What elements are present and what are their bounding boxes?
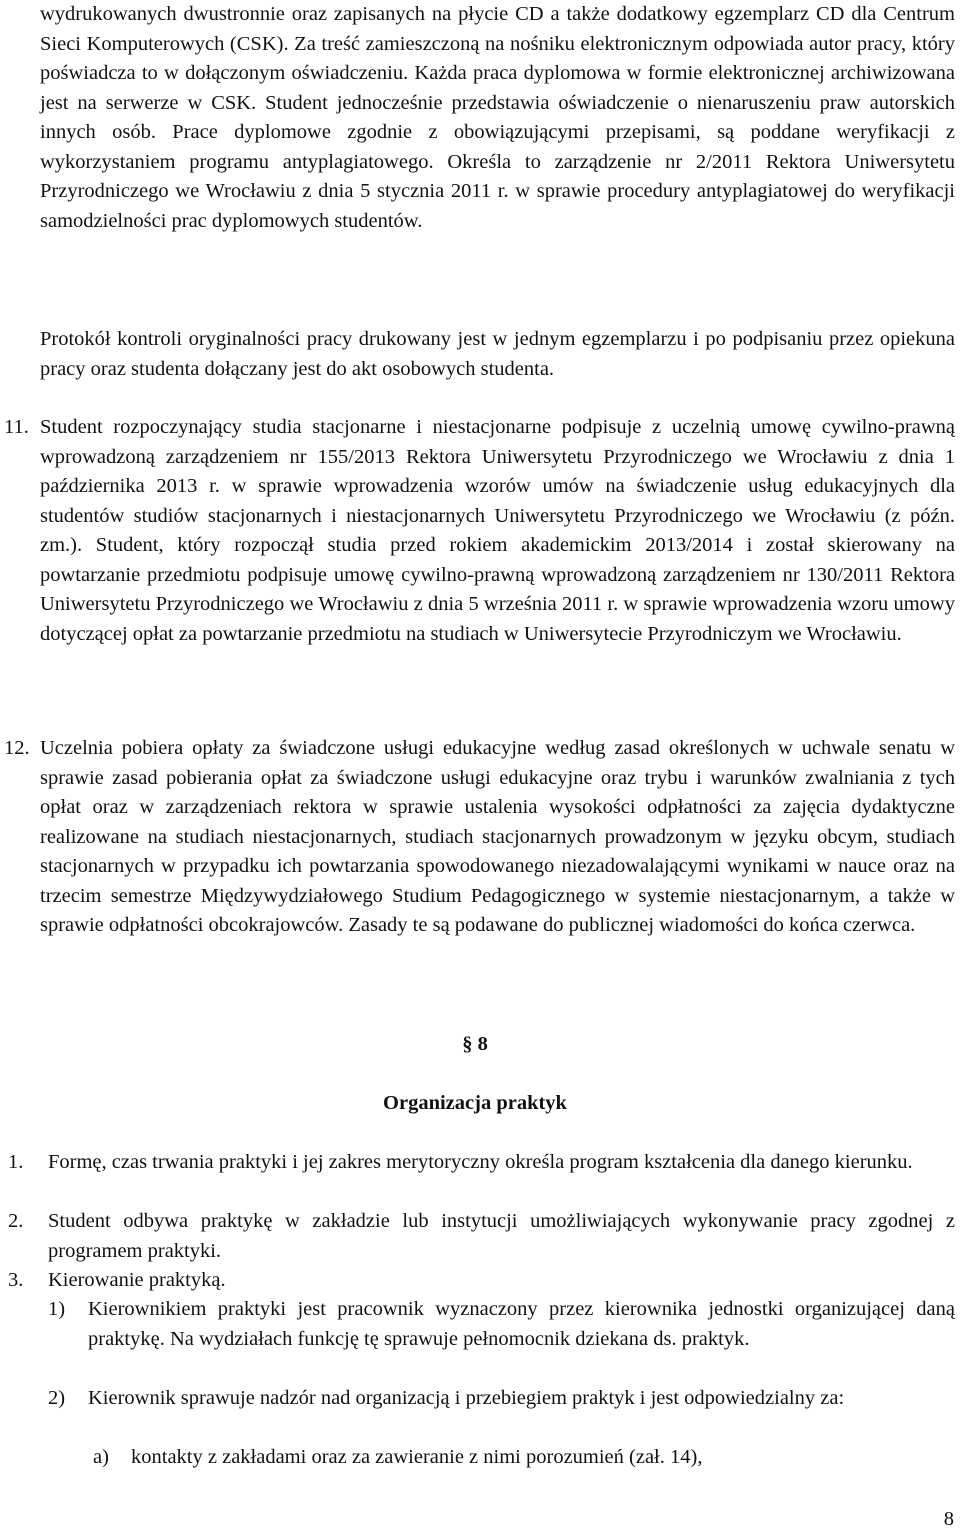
sublist-item-1-text: Kierownikiem praktyki jest pracownik wyznaczony przez kierownika jednostki organizującej daną praktykę. Na wydziałach funkcję tę sprawuje pełnomocnik dziekana ds. praktyk. [88, 1298, 955, 1350]
section-title: Organizacja praktyk [383, 1092, 567, 1114]
subsublist-item-1-number: a) [93, 1446, 109, 1468]
list-item-3-number: 3. [8, 1269, 24, 1291]
item-12-number: 12. [4, 737, 30, 759]
sublist-item-2-number: 2) [48, 1387, 66, 1409]
protocol-paragraph-text: Protokół kontroli oryginalności pracy drukowany jest w jednym egzemplarzu i po podpisaniu przez opiekuna pracy oraz studenta dołączany jest do akt osobowych studenta. [40, 328, 955, 380]
list-item-1-number: 1. [8, 1151, 24, 1173]
item-11-text: Student rozpoczynający studia stacjonarne i niestacjonarne podpisuje z uczelnią umowę cywilno-prawną wprowadzoną zarządzeniem nr 155/2013 Rektora Uniwersytetu Przyrodniczego we Wrocławiu z dnia 1 października 2013 r. w sprawie wprowadzenia wzorów umów na świadczenie usług edukacyjnych dla studentów studiów stacjonarnych i niestacjonarnych Uniwersytetu Przyrodniczego we Wrocławiu (z późn. zm.). Student, który rozpoczął studia przed rokiem akademickim 2013/2014 i został skierowany na powtarzanie przedmiotu podpisuje umowę cywilno-prawną wprowadzoną zarządzeniem nr 130/2011 Rektora Uniwersytetu Przyrodniczego we Wrocławiu z dnia 5 września 2011 r. w sprawie wprowadzenia wzoru umowy dotyczącej opłat za powtarzanie przedmiotu na studiach w Uniwersytecie Przyrodniczym we Wrocławiu. [40, 416, 955, 645]
list-item-2-text: Student odbywa praktykę w zakładzie lub instytucji umożliwiających wykonywanie pracy zgodnej z programem praktyki. [48, 1210, 955, 1262]
intro-paragraph [40, 0, 955, 236]
section-number: § 8 [462, 1033, 488, 1055]
list-item-1-text: Formę, czas trwania praktyki i jej zakres merytoryczny określa program kształcenia dla danego kierunku. [48, 1151, 913, 1173]
item-11-number: 11. [4, 416, 29, 438]
item-12-text: Uczelnia pobiera opłaty za świadczone usługi edukacyjne według zasad określonych w uchwale senatu w sprawie zasad pobierania opłat za świadczone usługi edukacyjne oraz trybu i warunków zwalniania z tych opłat oraz w zarządzeniach rektora w sprawie ustalenia wysokości odpłatności za zajęcia dydaktyczne realizowane na studiach niestacjonarnych, studiach stacjonarnych prowadzonym w języku obcym, studiach stacjonarnych w przypadku ich powtarzania spowodowanego niezadowalającymi wynikami w nauce oraz na trzecim semestrze Międzywydziałowego Studium Pedagogicznego w systemie niestacjonarnym, a także w sprawie odpłatności obcokrajowców. Zasady te są podawane do publicznej wiadomości do końca czerwca. [40, 737, 955, 936]
protocol-paragraph [40, 325, 955, 384]
list-item-3-text: Kierowanie praktyką. [48, 1269, 226, 1291]
subsublist-item-1-text: kontakty z zakładami oraz za zawieranie z nimi porozumień (zał. 14), [131, 1446, 703, 1468]
list-item-2-number: 2. [8, 1210, 24, 1232]
sublist-item-2-text: Kierownik sprawuje nadzór nad organizacją i przebiegiem praktyk i jest odpowiedzialny za: [88, 1387, 845, 1409]
intro-paragraph-text: wydrukowanych dwustronnie oraz zapisanych na płycie CD a także dodatkowy egzemplarz CD dla Centrum Sieci Komputerowych (CSK). Za treść zamieszczoną na nośniku elektronicznym odpowiada autor pracy, który poświadcza to w dołączonym oświadczeniu. Każda praca dyplomowa w formie elektronicznej archiwizowana jest na serwerze w CSK. Student jednocześnie przedstawia oświadczenie o nienaruszeniu praw autorskich innych osób. Prace dyplomowe zgodnie z obowiązującymi przepisami, są poddane weryfikacji z wykorzystaniem programu antyplagiatowego. Określa to zarządzenie nr 2/2011 Rektora Uniwersytetu Przyrodniczego we Wrocławiu z dnia 5 stycznia 2011 r. w sprawie procedury antyplagiatowej do weryfikacji samodzielności prac dyplomowych studentów. [40, 3, 955, 232]
sublist-item-1-number: 1) [48, 1298, 66, 1320]
page-number: 8 [943, 1508, 954, 1530]
